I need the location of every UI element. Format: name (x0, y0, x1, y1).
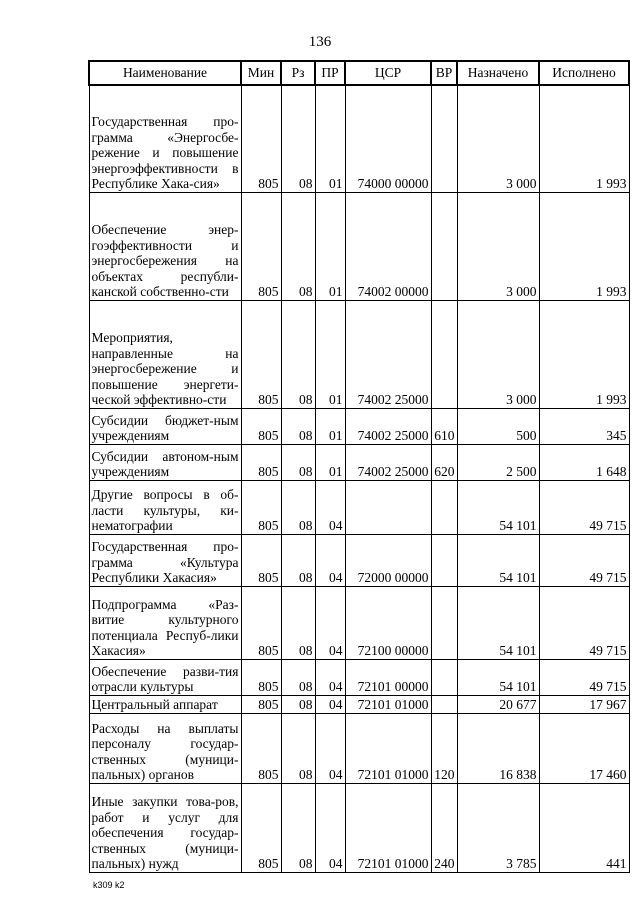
cell-min: 805 (241, 713, 281, 783)
cell-vr (431, 480, 457, 534)
cell-csr: 74002 00000 (345, 192, 431, 300)
cell-csr: 74002 25000 (345, 408, 431, 444)
table-row (89, 408, 629, 444)
cell-min: 805 (241, 300, 281, 408)
cell-rz: 08 (281, 534, 315, 586)
cell-name: Обеспечение разви-тия отрасли культуры (89, 659, 241, 695)
table-row (89, 444, 629, 480)
table-row (89, 85, 629, 192)
cell-assigned: 3 000 (457, 192, 539, 300)
cell-executed: 49 715 (539, 586, 629, 659)
table-row (89, 659, 629, 695)
cell-executed: 17 460 (539, 713, 629, 783)
cell-vr: 120 (431, 713, 457, 783)
cell-executed: 49 715 (539, 534, 629, 586)
cell-name: Субсидии бюджет-ным учреждениям (89, 408, 241, 444)
table-row (89, 300, 629, 408)
table-row (89, 586, 629, 659)
table-row (89, 783, 629, 872)
header-row (89, 61, 629, 85)
table-row (89, 480, 629, 534)
table-row (89, 192, 629, 300)
cell-name: Центральный аппарат (89, 695, 241, 713)
cell-pr: 04 (315, 713, 345, 783)
cell-pr: 01 (315, 192, 345, 300)
cell-rz: 08 (281, 408, 315, 444)
cell-executed: 17 967 (539, 695, 629, 713)
cell-pr: 01 (315, 300, 345, 408)
cell-csr: 72101 01000 (345, 695, 431, 713)
header-name: Наименование (89, 61, 241, 85)
cell-csr: 72000 00000 (345, 534, 431, 586)
cell-assigned: 16 838 (457, 713, 539, 783)
cell-vr (431, 534, 457, 586)
cell-min: 805 (241, 534, 281, 586)
cell-pr: 04 (315, 783, 345, 872)
cell-min: 805 (241, 408, 281, 444)
cell-name: Подпрограмма «Раз-витие культурного потенциала Респуб-лики Хакасия» (89, 586, 241, 659)
cell-assigned: 20 677 (457, 695, 539, 713)
cell-min: 805 (241, 783, 281, 872)
cell-pr: 04 (315, 534, 345, 586)
table-row (89, 534, 629, 586)
cell-vr: 610 (431, 408, 457, 444)
cell-name: Расходы на выплаты персоналу государ-ственных (муници-пальных) органов (89, 713, 241, 783)
cell-pr: 04 (315, 480, 345, 534)
cell-name: Обеспечение энер-гоэффективности и энергосбережения на объектах республи-канской собственно-сти (89, 192, 241, 300)
cell-assigned: 500 (457, 408, 539, 444)
cell-min: 805 (241, 85, 281, 192)
cell-rz: 08 (281, 192, 315, 300)
cell-assigned: 3 785 (457, 783, 539, 872)
cell-executed: 345 (539, 408, 629, 444)
cell-vr (431, 192, 457, 300)
cell-pr: 04 (315, 695, 345, 713)
cell-rz: 08 (281, 586, 315, 659)
cell-min: 805 (241, 586, 281, 659)
cell-csr: 72100 00000 (345, 586, 431, 659)
cell-csr: 72101 01000 (345, 783, 431, 872)
cell-executed: 49 715 (539, 659, 629, 695)
cell-rz: 08 (281, 85, 315, 192)
cell-executed: 441 (539, 783, 629, 872)
cell-assigned: 3 000 (457, 85, 539, 192)
cell-rz: 08 (281, 713, 315, 783)
header-assigned: Назначено (457, 61, 539, 85)
cell-rz: 08 (281, 480, 315, 534)
cell-vr (431, 300, 457, 408)
cell-vr: 620 (431, 444, 457, 480)
cell-min: 805 (241, 659, 281, 695)
cell-pr: 01 (315, 85, 345, 192)
cell-name: Иные закупки това-ров, работ и услуг для обеспечения государ-ственных (муници-пальных) нужд (89, 783, 241, 872)
cell-assigned: 54 101 (457, 534, 539, 586)
cell-name: Субсидии автоном-ным учреждениям (89, 444, 241, 480)
cell-csr: 74000 00000 (345, 85, 431, 192)
cell-csr: 72101 00000 (345, 659, 431, 695)
cell-vr: 240 (431, 783, 457, 872)
cell-executed: 1 993 (539, 192, 629, 300)
cell-rz: 08 (281, 300, 315, 408)
cell-name: Мероприятия, направленные на энергосбережение и повышение энергети-ческой эффективно-сти (89, 300, 241, 408)
header-rz: Рз (281, 61, 315, 85)
header-vr: ВР (431, 61, 457, 85)
cell-min: 805 (241, 695, 281, 713)
cell-rz: 08 (281, 444, 315, 480)
cell-csr (345, 480, 431, 534)
header-csr: ЦСР (345, 61, 431, 85)
cell-vr (431, 695, 457, 713)
cell-assigned: 2 500 (457, 444, 539, 480)
table-row (89, 713, 629, 783)
cell-executed: 1 993 (539, 300, 629, 408)
cell-min: 805 (241, 192, 281, 300)
cell-pr: 01 (315, 408, 345, 444)
table-row (89, 695, 629, 713)
cell-pr: 04 (315, 586, 345, 659)
budget-table (88, 60, 630, 873)
cell-vr (431, 85, 457, 192)
cell-executed: 49 715 (539, 480, 629, 534)
header-executed: Исполнено (539, 61, 629, 85)
cell-csr: 74002 25000 (345, 300, 431, 408)
cell-name: Государственная про-грамма «Энергосбе-режение и повышение энергоэффективности в Республике Хака-сия» (89, 85, 241, 192)
cell-assigned: 54 101 (457, 586, 539, 659)
cell-assigned: 54 101 (457, 480, 539, 534)
cell-rz: 08 (281, 695, 315, 713)
footer-code: k309 k2 (93, 880, 125, 890)
cell-vr (431, 659, 457, 695)
cell-assigned: 3 000 (457, 300, 539, 408)
cell-executed: 1 993 (539, 85, 629, 192)
cell-executed: 1 648 (539, 444, 629, 480)
cell-assigned: 54 101 (457, 659, 539, 695)
cell-rz: 08 (281, 659, 315, 695)
page-number: 136 (308, 34, 332, 50)
header-pr: ПР (315, 61, 345, 85)
cell-min: 805 (241, 480, 281, 534)
cell-vr (431, 586, 457, 659)
cell-name: Другие вопросы в об-ласти культуры, ки-нематографии (89, 480, 241, 534)
cell-csr: 74002 25000 (345, 444, 431, 480)
cell-pr: 04 (315, 659, 345, 695)
cell-rz: 08 (281, 783, 315, 872)
cell-name: Государственная про-грамма «Культура Республики Хакасия» (89, 534, 241, 586)
cell-min: 805 (241, 444, 281, 480)
cell-csr: 72101 01000 (345, 713, 431, 783)
header-min: Мин (241, 61, 281, 85)
cell-pr: 01 (315, 444, 345, 480)
